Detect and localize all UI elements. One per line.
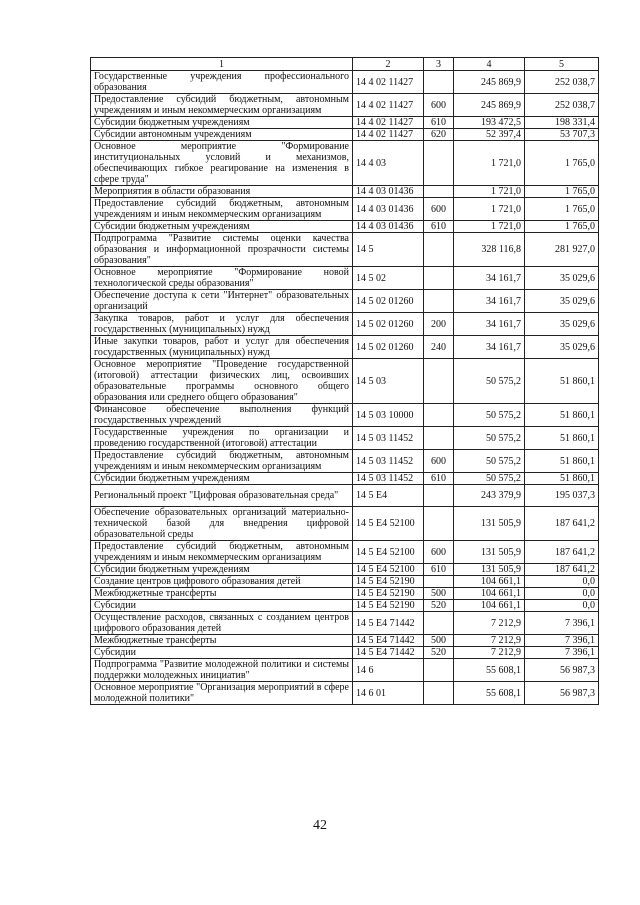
row-value-5-cell: 195 037,3 <box>525 485 599 507</box>
row-value-4-cell: 7 212,9 <box>454 635 525 647</box>
row-type-cell <box>424 71 454 94</box>
table-row <box>91 186 599 198</box>
table-row <box>91 507 599 541</box>
row-value-5-cell: 7 396,1 <box>525 647 599 659</box>
row-value-4-cell: 50 575,2 <box>454 473 525 485</box>
header-col-1: 1 <box>91 58 353 71</box>
row-type-cell: 620 <box>424 129 454 141</box>
table-row <box>91 267 599 290</box>
row-type-cell <box>424 659 454 682</box>
row-code-cell: 14 5 E4 52190 <box>353 588 424 600</box>
row-value-4-cell: 34 161,7 <box>454 313 525 336</box>
table-row <box>91 541 599 564</box>
row-name-cell: Субсидии <box>91 647 353 659</box>
row-type-cell <box>424 141 454 186</box>
row-value-4-cell: 1 721,0 <box>454 141 525 186</box>
row-code-cell: 14 5 E4 71442 <box>353 647 424 659</box>
header-col-4: 4 <box>454 58 525 71</box>
row-value-4-cell: 34 161,7 <box>454 336 525 359</box>
row-type-cell <box>424 267 454 290</box>
row-name-cell: Региональный проект "Цифровая образовательная среда" <box>91 485 353 507</box>
row-value-4-cell: 243 379,9 <box>454 485 525 507</box>
row-type-cell: 610 <box>424 221 454 233</box>
table-row <box>91 588 599 600</box>
row-code-cell: 14 4 03 <box>353 141 424 186</box>
row-value-4-cell: 50 575,2 <box>454 450 525 473</box>
row-value-5-cell: 51 860,1 <box>525 427 599 450</box>
table-row <box>91 117 599 129</box>
row-value-5-cell: 252 038,7 <box>525 71 599 94</box>
row-code-cell: 14 6 <box>353 659 424 682</box>
row-type-cell: 500 <box>424 588 454 600</box>
row-name-cell: Обеспечение доступа к сети "Интернет" образовательных организаций <box>91 290 353 313</box>
row-value-4-cell: 131 505,9 <box>454 541 525 564</box>
table-row <box>91 129 599 141</box>
table-row <box>91 404 599 427</box>
row-value-5-cell: 35 029,6 <box>525 290 599 313</box>
row-value-4-cell: 131 505,9 <box>454 507 525 541</box>
table-header <box>91 58 599 71</box>
row-code-cell: 14 4 02 11427 <box>353 94 424 117</box>
header-col-2: 2 <box>353 58 424 71</box>
row-type-cell <box>424 404 454 427</box>
row-name-cell: Субсидии бюджетным учреждениям <box>91 473 353 485</box>
table-row <box>91 94 599 117</box>
row-code-cell: 14 5 <box>353 233 424 267</box>
row-value-4-cell: 50 575,2 <box>454 359 525 404</box>
row-code-cell: 14 4 03 01436 <box>353 198 424 221</box>
row-code-cell: 14 5 02 01260 <box>353 336 424 359</box>
header-col-3: 3 <box>424 58 454 71</box>
row-code-cell: 14 4 02 11427 <box>353 71 424 94</box>
row-name-cell: Подпрограмма "Развитие системы оценки качества образования и информационной прозрачности системы образования" <box>91 233 353 267</box>
row-code-cell: 14 5 E4 <box>353 485 424 507</box>
table-row <box>91 473 599 485</box>
row-value-5-cell: 281 927,0 <box>525 233 599 267</box>
page-number: 42 <box>313 818 327 833</box>
row-value-4-cell: 34 161,7 <box>454 267 525 290</box>
table-row <box>91 141 599 186</box>
row-name-cell: Государственные учреждения по организации и проведению государственной (итоговой) аттестации <box>91 427 353 450</box>
row-type-cell: 520 <box>424 647 454 659</box>
row-type-cell: 610 <box>424 117 454 129</box>
row-value-4-cell: 1 721,0 <box>454 221 525 233</box>
row-type-cell <box>424 576 454 588</box>
row-code-cell: 14 5 03 11452 <box>353 450 424 473</box>
row-value-5-cell: 198 331,4 <box>525 117 599 129</box>
row-type-cell: 600 <box>424 541 454 564</box>
row-value-5-cell: 187 641,2 <box>525 564 599 576</box>
row-name-cell: Предоставление субсидий бюджетным, автономным учреждениям и иным некоммерческим организациям <box>91 198 353 221</box>
row-value-4-cell: 7 212,9 <box>454 612 525 635</box>
row-value-4-cell: 55 608,1 <box>454 682 525 705</box>
row-value-5-cell: 7 396,1 <box>525 635 599 647</box>
row-value-4-cell: 55 608,1 <box>454 659 525 682</box>
row-type-cell: 600 <box>424 450 454 473</box>
row-value-5-cell: 53 707,3 <box>525 129 599 141</box>
table-row <box>91 647 599 659</box>
row-name-cell: Основное мероприятие "Проведение государственной (итоговой) аттестации физических лиц, освоивших образовательные программы основного общего образования или среднего общего образования" <box>91 359 353 404</box>
row-name-cell: Субсидии автономным учреждениям <box>91 129 353 141</box>
row-code-cell: 14 5 E4 52100 <box>353 541 424 564</box>
row-code-cell: 14 5 03 10000 <box>353 404 424 427</box>
row-name-cell: Подпрограмма "Развитие молодежной политики и системы поддержки молодежных инициатив" <box>91 659 353 682</box>
row-code-cell: 14 5 02 01260 <box>353 290 424 313</box>
row-value-4-cell: 1 721,0 <box>454 186 525 198</box>
row-value-4-cell: 104 661,1 <box>454 588 525 600</box>
row-type-cell: 600 <box>424 198 454 221</box>
row-value-5-cell: 7 396,1 <box>525 612 599 635</box>
table-row <box>91 564 599 576</box>
header-row <box>91 58 599 71</box>
row-value-4-cell: 193 472,5 <box>454 117 525 129</box>
row-name-cell: Основное мероприятие "Формирование новой технологической среды образования" <box>91 267 353 290</box>
row-code-cell: 14 5 E4 52190 <box>353 576 424 588</box>
table-row <box>91 427 599 450</box>
row-name-cell: Межбюджетные трансферты <box>91 588 353 600</box>
row-value-5-cell: 35 029,6 <box>525 267 599 290</box>
row-value-4-cell: 50 575,2 <box>454 427 525 450</box>
row-code-cell: 14 5 03 11452 <box>353 427 424 450</box>
row-value-5-cell: 51 860,1 <box>525 404 599 427</box>
row-type-cell: 200 <box>424 313 454 336</box>
row-type-cell: 240 <box>424 336 454 359</box>
row-name-cell: Государственные учреждения профессионального образования <box>91 71 353 94</box>
row-type-cell: 500 <box>424 635 454 647</box>
row-name-cell: Предоставление субсидий бюджетным, автономным учреждениям и иным некоммерческим организациям <box>91 541 353 564</box>
row-type-cell <box>424 612 454 635</box>
row-type-cell <box>424 682 454 705</box>
table-row <box>91 233 599 267</box>
row-name-cell: Финансовое обеспечение выполнения функций государственных учреждений <box>91 404 353 427</box>
row-type-cell <box>424 186 454 198</box>
row-code-cell: 14 5 02 <box>353 267 424 290</box>
row-value-5-cell: 51 860,1 <box>525 450 599 473</box>
table-row <box>91 659 599 682</box>
table-row <box>91 682 599 705</box>
row-name-cell: Предоставление субсидий бюджетным, автономным учреждениям и иным некоммерческим организациям <box>91 94 353 117</box>
row-type-cell <box>424 290 454 313</box>
row-value-5-cell: 0,0 <box>525 576 599 588</box>
row-name-cell: Создание центров цифрового образования детей <box>91 576 353 588</box>
row-code-cell: 14 5 E4 52100 <box>353 564 424 576</box>
row-value-5-cell: 51 860,1 <box>525 359 599 404</box>
row-name-cell: Субсидии <box>91 600 353 612</box>
row-name-cell: Закупка товаров, работ и услуг для обеспечения государственных (муниципальных) нужд <box>91 313 353 336</box>
row-name-cell: Осуществление расходов, связанных с созданием центров цифрового образования детей <box>91 612 353 635</box>
table-row <box>91 600 599 612</box>
row-type-cell: 610 <box>424 473 454 485</box>
row-code-cell: 14 5 E4 71442 <box>353 612 424 635</box>
row-code-cell: 14 5 E4 52190 <box>353 600 424 612</box>
table-row <box>91 336 599 359</box>
row-value-4-cell: 1 721,0 <box>454 198 525 221</box>
row-type-cell: 610 <box>424 564 454 576</box>
row-value-5-cell: 35 029,6 <box>525 336 599 359</box>
row-value-5-cell: 1 765,0 <box>525 198 599 221</box>
row-value-4-cell: 131 505,9 <box>454 564 525 576</box>
row-value-5-cell: 0,0 <box>525 600 599 612</box>
row-type-cell <box>424 485 454 507</box>
table-row <box>91 359 599 404</box>
row-code-cell: 14 4 03 01436 <box>353 221 424 233</box>
table-row <box>91 485 599 507</box>
row-code-cell: 14 5 02 01260 <box>353 313 424 336</box>
row-name-cell: Мероприятия в области образования <box>91 186 353 198</box>
table-row <box>91 635 599 647</box>
table-row <box>91 198 599 221</box>
row-code-cell: 14 4 03 01436 <box>353 186 424 198</box>
row-value-4-cell: 52 397,4 <box>454 129 525 141</box>
row-type-cell <box>424 427 454 450</box>
row-value-5-cell: 187 641,2 <box>525 507 599 541</box>
row-name-cell: Субсидии бюджетным учреждениям <box>91 564 353 576</box>
table-body <box>91 71 599 705</box>
row-type-cell <box>424 507 454 541</box>
row-value-4-cell: 7 212,9 <box>454 647 525 659</box>
row-value-5-cell: 187 641,2 <box>525 541 599 564</box>
row-value-4-cell: 104 661,1 <box>454 576 525 588</box>
row-value-5-cell: 0,0 <box>525 588 599 600</box>
row-value-4-cell: 104 661,1 <box>454 600 525 612</box>
row-code-cell: 14 5 03 11452 <box>353 473 424 485</box>
budget-table <box>90 57 599 705</box>
row-name-cell: Иные закупки товаров, работ и услуг для обеспечения государственных (муниципальных) нужд <box>91 336 353 359</box>
table-row <box>91 71 599 94</box>
row-code-cell: 14 5 E4 71442 <box>353 635 424 647</box>
row-value-4-cell: 245 869,9 <box>454 71 525 94</box>
row-value-5-cell: 1 765,0 <box>525 221 599 233</box>
row-value-4-cell: 34 161,7 <box>454 290 525 313</box>
table-row <box>91 576 599 588</box>
table-row <box>91 450 599 473</box>
row-value-5-cell: 56 987,3 <box>525 682 599 705</box>
table-row <box>91 313 599 336</box>
row-value-5-cell: 51 860,1 <box>525 473 599 485</box>
table-row <box>91 612 599 635</box>
row-value-4-cell: 328 116,8 <box>454 233 525 267</box>
row-value-5-cell: 1 765,0 <box>525 141 599 186</box>
row-name-cell: Основное мероприятие "Организация мероприятий в сфере молодежной политики" <box>91 682 353 705</box>
row-value-5-cell: 35 029,6 <box>525 313 599 336</box>
row-value-4-cell: 245 869,9 <box>454 94 525 117</box>
row-value-5-cell: 252 038,7 <box>525 94 599 117</box>
row-code-cell: 14 6 01 <box>353 682 424 705</box>
row-code-cell: 14 4 02 11427 <box>353 117 424 129</box>
row-type-cell <box>424 359 454 404</box>
row-code-cell: 14 4 02 11427 <box>353 129 424 141</box>
row-value-5-cell: 56 987,3 <box>525 659 599 682</box>
row-type-cell: 600 <box>424 94 454 117</box>
row-type-cell: 520 <box>424 600 454 612</box>
row-code-cell: 14 5 E4 52100 <box>353 507 424 541</box>
row-name-cell: Предоставление субсидий бюджетным, автономным учреждениям и иным некоммерческим организациям <box>91 450 353 473</box>
row-value-5-cell: 1 765,0 <box>525 186 599 198</box>
row-name-cell: Субсидии бюджетным учреждениям <box>91 117 353 129</box>
row-type-cell <box>424 233 454 267</box>
row-name-cell: Основное мероприятие "Формирование институциональных условий и механизмов, обеспечивающих гибкое реагирование на изменения в сфере труда" <box>91 141 353 186</box>
row-name-cell: Обеспечение образовательных организаций материально-технической базой для внедрения цифровой образовательной среды <box>91 507 353 541</box>
row-code-cell: 14 5 03 <box>353 359 424 404</box>
header-col-5: 5 <box>525 58 599 71</box>
row-name-cell: Субсидии бюджетным учреждениям <box>91 221 353 233</box>
table-row <box>91 290 599 313</box>
row-value-4-cell: 50 575,2 <box>454 404 525 427</box>
table-row <box>91 221 599 233</box>
row-name-cell: Межбюджетные трансферты <box>91 635 353 647</box>
